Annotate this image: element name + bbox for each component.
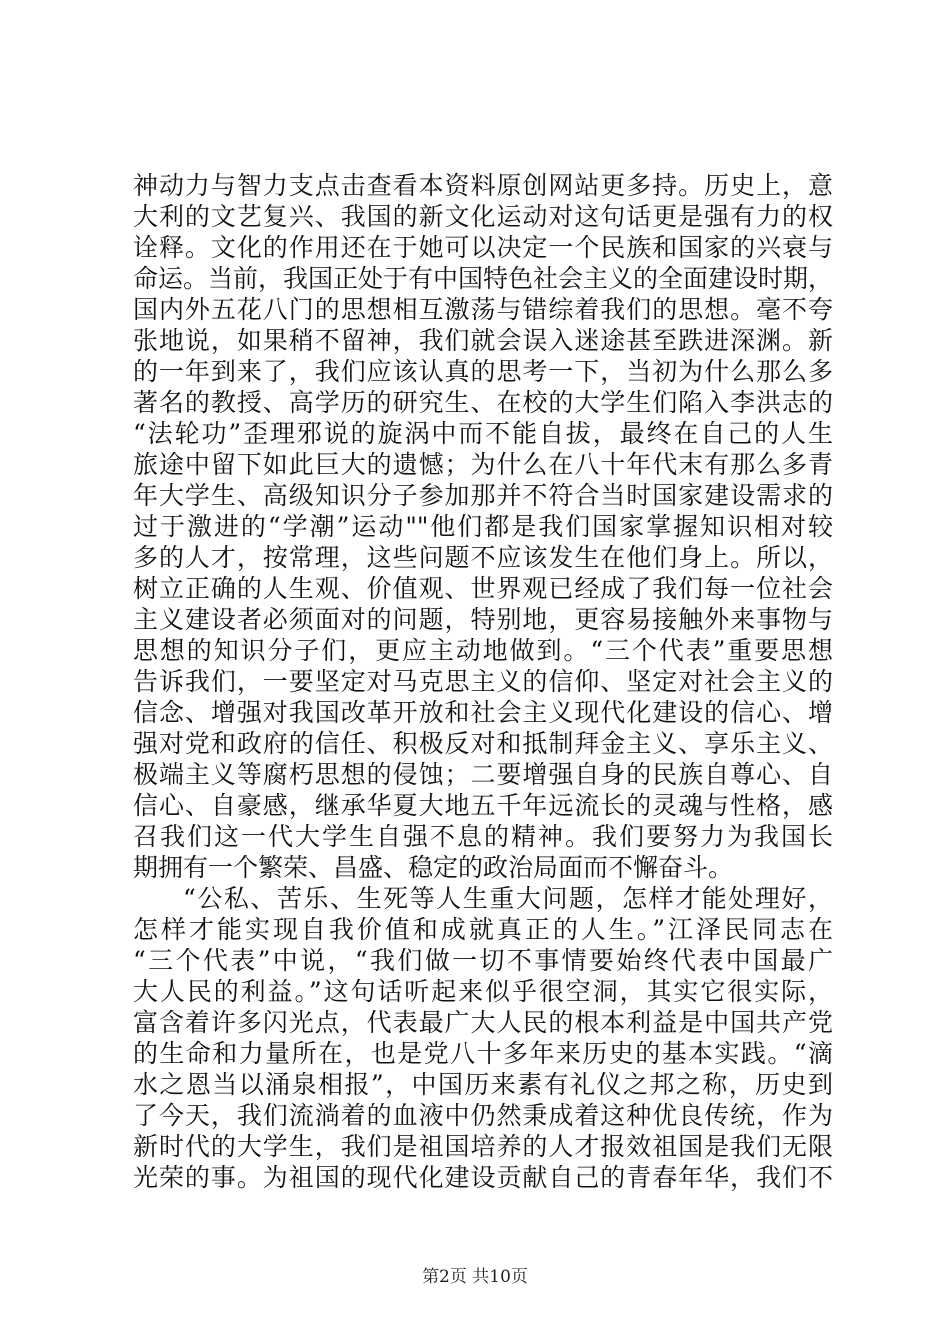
text-line: 国内外五花八门的思想相互激荡与错综着我们的思想。毫不夸 — [133, 295, 833, 324]
text-line: 主义建设者必须面对的问题，特别地，更容易接触外来事物与 — [133, 605, 833, 634]
text-line: 命运。当前，我国正处于有中国特色社会主义的全面建设时期， — [133, 264, 834, 293]
text-line: 告诉我们，一要坚定对马克思主义的信仰、坚定对社会主义的 — [133, 667, 833, 696]
text-line: 新时代的大学生，我们是祖国培养的人才报效祖国是我们无限 — [133, 1132, 833, 1161]
text-line: 著名的教授、高学历的研究生、在校的大学生们陷入李洪志的 — [133, 388, 833, 417]
text-line: 过于激进的“学潮”运动""他们都是我们国家掌握知识相对较 — [133, 512, 833, 541]
text-line: 神动力与智力支点击查看本资料原创网站更多持。历史上，意 — [133, 171, 833, 200]
text-line: 光荣的事。为祖国的现代化建设贡献自己的青春年华，我们不 — [133, 1163, 833, 1192]
text-line: 召我们这一代大学生自强不息的精神。我们要努力为我国长 — [133, 822, 833, 851]
text-line: 树立正确的人生观、价值观、世界观已经成了我们每一位社会 — [133, 574, 833, 603]
text-line: 期拥有一个繁荣、昌盛、稳定的政治局面而不懈奋斗。 — [133, 853, 734, 882]
document-body — [133, 170, 833, 1193]
text-line: 年大学生、高级知识分子参加那并不符合当时国家建设需求的 — [133, 481, 833, 510]
paragraph-start-line: “公私、苦乐、生死等人生重大问题，怎样才能处理好， — [183, 884, 833, 913]
text-line: 信心、自豪感，继承华夏大地五千年远流长的灵魂与性格，感 — [133, 791, 833, 820]
text-line: 旅途中留下如此巨大的遗憾；为什么在八十年代末有那么多青 — [133, 450, 833, 479]
text-line: 富含着许多闪光点，代表最广大人民的根本利益是中国共产党 — [133, 1008, 833, 1037]
text-line: “法轮功”歪理邪说的旋涡中而不能自拔，最终在自己的人生 — [133, 419, 833, 448]
text-line: 张地说，如果稍不留神，我们就会误入迷途甚至跌进深渊。新 — [133, 326, 833, 355]
text-line: 极端主义等腐朽思想的侵蚀；二要增强自身的民族自尊心、自 — [133, 760, 833, 789]
page-number: 第2页 共10页 — [422, 1267, 528, 1287]
text-line: 水之恩当以涌泉相报”，中国历来素有礼仪之邦之称，历史到 — [133, 1070, 833, 1099]
text-line: 的一年到来了，我们应该认真的思考一下，当初为什么那么多 — [133, 357, 833, 386]
text-line: 多的人才，按常理，这些问题不应该发生在他们身上。所以， — [133, 543, 833, 572]
text-line: 信念、增强对我国改革开放和社会主义现代化建设的信心、增 — [133, 698, 833, 727]
text-line: 大利的文艺复兴、我国的新文化运动对这句话更是强有力的权 — [133, 202, 833, 231]
text-line: 强对党和政府的信任、积极反对和抵制拜金主义、享乐主义、 — [133, 729, 833, 758]
page-footer — [0, 1262, 950, 1287]
text-line: 的生命和力量所在，也是党八十多年来历史的基本实践。“滴 — [133, 1039, 833, 1068]
text-line: 思想的知识分子们，更应主动地做到。“三个代表”重要思想 — [133, 636, 833, 665]
text-line: 怎样才能实现自我价值和成就真正的人生。”江泽民同志在 — [133, 915, 833, 944]
text-line: 了今天，我们流淌着的血液中仍然秉成着这种优良传统，作为 — [133, 1101, 833, 1130]
text-line: 诠释。文化的作用还在于她可以决定一个民族和国家的兴衰与 — [133, 233, 833, 262]
text-line: “三个代表”中说，“我们做一切不事情要始终代表中国最广 — [133, 946, 833, 975]
text-line: 大人民的利益。”这句话听起来似乎很空洞，其实它很实际， — [133, 977, 833, 1006]
